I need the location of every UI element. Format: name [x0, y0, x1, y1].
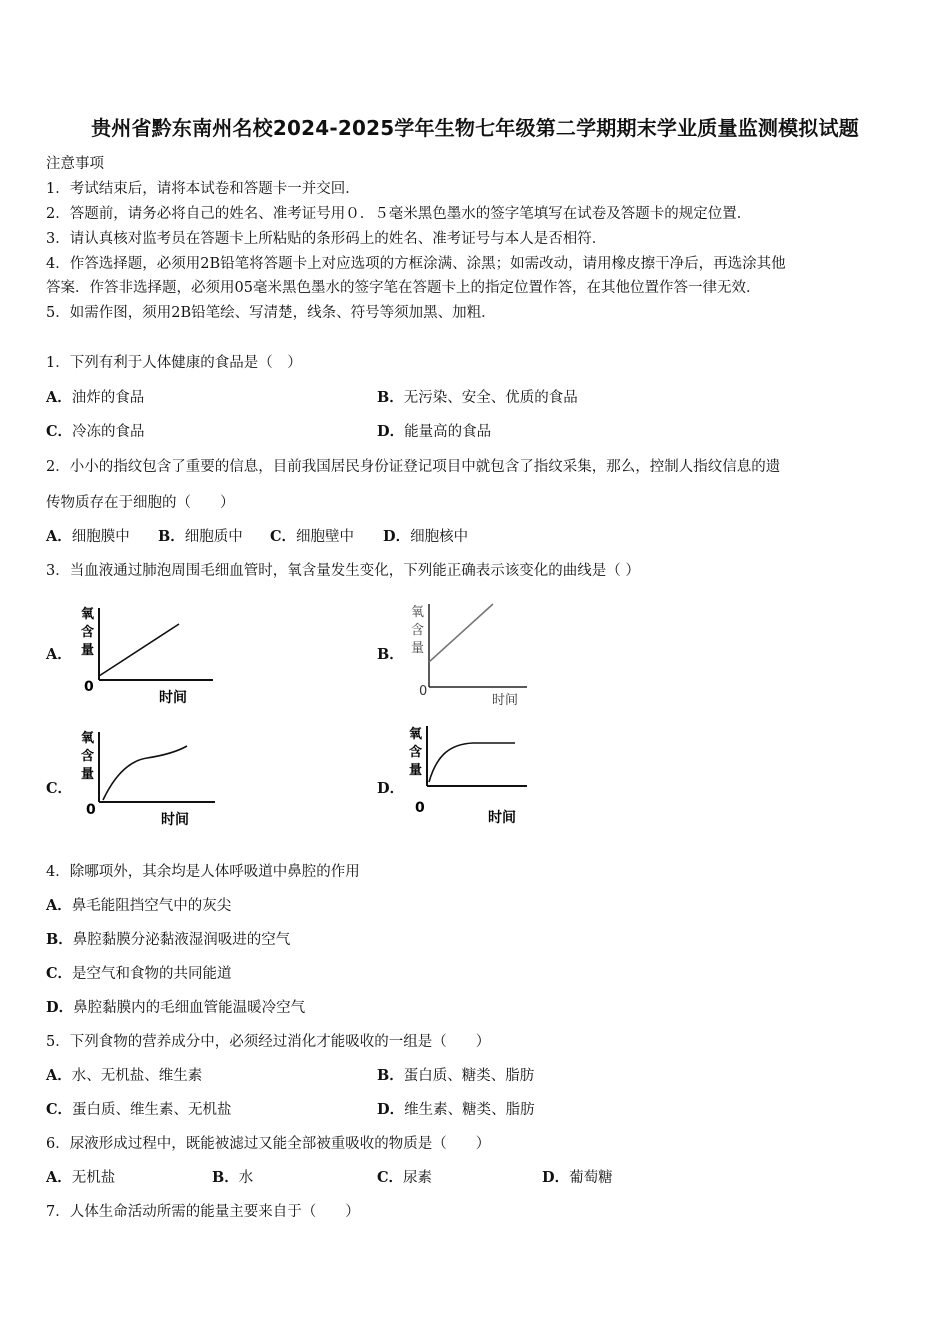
- option-letter: B．: [377, 389, 404, 406]
- option-letter: C．: [377, 1169, 404, 1186]
- option-text: 水、无机盐、维生素: [71, 1068, 203, 1084]
- q5-option-d[interactable]: [377, 1098, 535, 1119]
- option-letter: D．: [377, 423, 405, 440]
- q6-option-d[interactable]: [542, 1166, 613, 1187]
- option-text: 是空气和食物的共同能道: [72, 966, 232, 982]
- q1-option-c[interactable]: [46, 420, 145, 441]
- option-letter: C．: [270, 528, 297, 545]
- option-letter: A．: [46, 528, 72, 545]
- q6-stem: 6．尿液形成过程中，既能被滤过又能全部被重吸收的物质是（ ）: [46, 1136, 491, 1152]
- q3-graph-a[interactable]: [75, 600, 225, 710]
- option-text: 鼻腔黏膜分泌黏液湿润吸进的空气: [72, 932, 291, 948]
- option-letter: C．: [46, 965, 73, 982]
- q1-stem: 1．下列有利于人体健康的食品是（ ）: [46, 355, 302, 371]
- notice-item: 答案．作答非选择题，必须用05毫米黑色墨水的签字笔在答题卡上的指定位置作答，在其他位置作答一律无效．: [46, 280, 761, 296]
- q2-option-b[interactable]: [158, 525, 243, 546]
- q4-option-c[interactable]: [46, 962, 232, 983]
- q3-graph-d[interactable]: [405, 724, 535, 832]
- option-text: 鼻腔黏膜内的毛细血管能温暖冷空气: [73, 1000, 306, 1016]
- y-label-char: 量: [411, 641, 425, 656]
- option-text: 冷冻的食品: [72, 424, 145, 440]
- q1-option-a[interactable]: [46, 386, 144, 407]
- x-label: 时间: [161, 812, 189, 828]
- q3-option-d-label[interactable]: D．: [377, 780, 405, 797]
- curve-line: [103, 746, 187, 800]
- curve-line: [429, 743, 515, 782]
- notice-item: 3．请认真核对监考员在答题卡上所粘贴的条形码上的姓名、准考证号与本人是否相符．: [46, 231, 607, 247]
- option-letter: A．: [46, 389, 72, 406]
- option-letter: B．: [212, 1169, 239, 1186]
- option-letter: A．: [46, 1169, 72, 1186]
- option-text: 无机盐: [71, 1170, 116, 1186]
- notice-item: 5．如需作图，须用2B铅笔绘、写清楚，线条、符号等须加黑、加粗．: [46, 305, 496, 321]
- q2-stem: 2．小小的指纹包含了重要的信息，目前我国居民身份证登记项目中就包含了指纹采集，那么，控制人指纹信息的遗: [46, 459, 781, 475]
- q6-option-b[interactable]: [212, 1166, 253, 1187]
- origin-label: 0: [419, 684, 428, 699]
- option-text: 无污染、安全、优质的食品: [403, 390, 578, 406]
- y-label-char: 氧: [81, 607, 95, 622]
- y-label-char: 含: [411, 623, 425, 638]
- q4-option-a[interactable]: [46, 894, 231, 915]
- option-text: 水: [238, 1170, 254, 1186]
- option-text: 鼻毛能阻挡空气中的灰尖: [71, 898, 232, 914]
- option-text: 维生素、糖类、脂肪: [404, 1102, 535, 1118]
- q6-option-a[interactable]: [46, 1166, 115, 1187]
- origin-label: 0: [84, 679, 94, 695]
- option-letter: D．: [542, 1169, 570, 1186]
- option-text: 细胞膜中: [71, 529, 130, 545]
- q5-option-c[interactable]: [46, 1098, 232, 1119]
- q3-graph-b[interactable]: [405, 600, 535, 710]
- q2-option-c[interactable]: [270, 525, 354, 546]
- y-label-char: 含: [81, 625, 95, 640]
- q2-option-d[interactable]: [383, 525, 468, 546]
- q1-option-b[interactable]: [377, 386, 578, 407]
- option-text: 能量高的食品: [404, 424, 492, 440]
- option-text: 葡萄糖: [569, 1170, 613, 1186]
- q5-stem: 5．下列食物的营养成分中，必须经过消化才能吸收的一组是（ ）: [46, 1034, 491, 1050]
- q4-option-b[interactable]: [46, 928, 290, 949]
- y-label-char: 氧: [411, 605, 425, 620]
- notice-item: 2．答题前，请务必将自己的姓名、准考证号用０．５毫米黑色墨水的签字笔填写在试卷及答题卡的规定位置．: [46, 206, 752, 222]
- option-text: 蛋白质、维生素、无机盐: [72, 1102, 232, 1118]
- option-letter: D．: [46, 999, 74, 1016]
- option-letter: B．: [158, 528, 185, 545]
- q4-stem: 4．除哪项外，其余均是人体呼吸道中鼻腔的作用: [46, 864, 360, 880]
- option-text: 细胞质中: [184, 529, 243, 545]
- q3-option-b-label[interactable]: B．: [377, 646, 404, 663]
- x-label: 时间: [159, 690, 187, 706]
- option-letter: B．: [46, 931, 73, 948]
- option-text: 细胞壁中: [296, 529, 355, 545]
- curve-line: [99, 624, 179, 676]
- option-letter: C．: [46, 423, 73, 440]
- option-letter: A．: [46, 1067, 72, 1084]
- option-letter: D．: [377, 1101, 405, 1118]
- origin-label: 0: [86, 802, 96, 818]
- q3-stem: 3．当血液通过肺泡周围毛细血管时，氧含量发生变化，下列能正确表示该变化的曲线是（ ）: [46, 563, 640, 579]
- option-text: 尿素: [403, 1170, 433, 1186]
- q6-option-c[interactable]: [377, 1166, 432, 1187]
- curve-line: [429, 604, 493, 662]
- notice-item: 1．考试结束后，请将本试卷和答题卡一并交回．: [46, 181, 360, 197]
- origin-label: 0: [415, 800, 425, 816]
- option-letter: C．: [46, 1101, 73, 1118]
- option-letter: A．: [46, 897, 72, 914]
- y-label-char: 含: [409, 745, 423, 760]
- y-label-char: 量: [81, 643, 95, 658]
- option-text: 蛋白质、糖类、脂肪: [403, 1068, 535, 1084]
- y-label-char: 量: [409, 763, 423, 778]
- option-letter: D．: [383, 528, 411, 545]
- q5-option-a[interactable]: [46, 1064, 202, 1085]
- option-text: 油炸的食品: [71, 390, 145, 406]
- q1-option-d[interactable]: [377, 420, 491, 441]
- q3-graph-c[interactable]: [75, 724, 225, 832]
- exam-title: 贵州省黔东南州名校2024-2025学年生物七年级第二学期期末学业质量监测模拟试题: [91, 116, 859, 140]
- option-text: 细胞核中: [410, 529, 469, 545]
- notice-heading: 注意事项: [46, 156, 104, 172]
- q7-stem: 7．人体生命活动所需的能量主要来自于（ ）: [46, 1204, 360, 1220]
- q4-option-d[interactable]: [46, 996, 305, 1017]
- q3-option-a-label[interactable]: A．: [46, 646, 72, 663]
- x-label: 时间: [488, 810, 516, 826]
- y-label-char: 氧: [409, 727, 423, 742]
- y-label-char: 量: [81, 767, 95, 782]
- notice-item: 4．作答选择题，必须用2B铅笔将答题卡上对应选项的方框涂满、涂黑；如需改动，请用橡皮擦干净后，再选涂其他: [46, 256, 786, 272]
- y-label-char: 含: [81, 749, 95, 764]
- y-label-char: 氧: [81, 731, 95, 746]
- x-label: 时间: [492, 693, 519, 708]
- q5-option-b[interactable]: [377, 1064, 534, 1085]
- option-letter: B．: [377, 1067, 404, 1084]
- q3-option-c-label[interactable]: C．: [46, 780, 73, 797]
- q2-stem-cont: 传物质存在于细胞的（ ）: [46, 495, 235, 511]
- q2-option-a[interactable]: [46, 525, 130, 546]
